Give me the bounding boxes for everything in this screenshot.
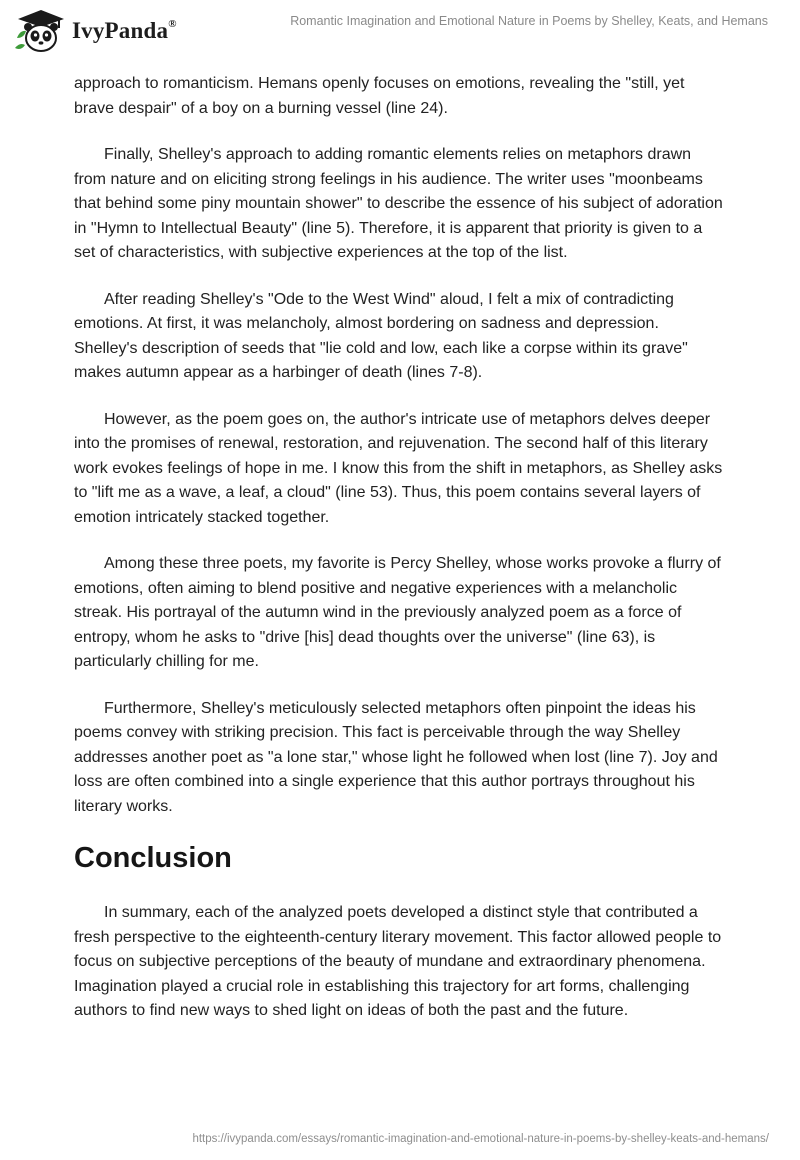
page-header <box>0 0 800 60</box>
paragraph: Finally, Shelley's approach to adding romantic elements relies on metaphors drawn from nature and on eliciting strong feelings in his audience. The writer uses "moonbeams that behind some piny mountain shower" to describe the essence of his subject of adoration in "Hymn to Intellectual Beauty" (line 5). Therefore, it is apparent that priority is given to a set of characteristics, with subjective experiences at the top of the list. <box>74 146 723 261</box>
logo-wordmark: IvyPanda® <box>72 18 177 43</box>
paragraph: After reading Shelley's "Ode to the West Wind" aloud, I felt a mix of contradicting emotions. At first, it was melancholy, almost bordering on sadness and depression. Shelley's description of seeds that "lie cold and low, each like a corpse within its grave" makes autumn appear as a harbinger of death (lines 7-8). <box>74 290 688 381</box>
document-title: Romantic Imagination and Emotional Nature in Poems by Shelley, Keats, and Hemans <box>290 14 768 28</box>
footer-url[interactable]: https://ivypanda.com/essays/romantic-imagination-and-emotional-nature-in-poems-by-shelley-keats-and-hemans/ <box>192 1133 769 1145</box>
paragraph: In summary, each of the analyzed poets developed a distinct style that contributed a fresh perspective to the eighteenth-century literary movement. This factor allowed people to focus on subjective perceptions of the beauty of mundane and extraordinary phenomena. Imagination played a crucial role in establishing this trajectory for art forms, challenging authors to find new ways to shed light on ideas of both the past and the future. <box>74 904 722 1019</box>
essay-body <box>74 72 726 1046</box>
paragraph: Among these three poets, my favorite is Percy Shelley, whose works provoke a flurry of emotions, often aiming to blend positive and negative experiences with a melancholic streak. His portrayal of the autumn wind in the previously analyzed poem as a force of entropy, whom he asks to "drive [his] dead thoughts over the universe" (line 63), is particularly chilling for me. <box>74 555 721 670</box>
panda-icon <box>14 8 68 54</box>
section-heading: Conclusion <box>74 842 232 874</box>
paragraph: approach to romanticism. Hemans openly focuses on emotions, revealing the "still, yet brave despair" of a boy on a burning vessel (line 24). <box>74 75 685 117</box>
paragraph: Furthermore, Shelley's meticulously selected metaphors often pinpoint the ideas his poems convey with striking precision. This fact is perceivable through the way Shelley addresses another poet as "a lone star," whose light he followed when lost (line 7). Joy and loss are often combined into a single experience that this author portrays throughout his literary works. <box>74 699 718 815</box>
paragraph: However, as the poem goes on, the author's intricate use of metaphors delves deeper into the promises of renewal, restoration, and rejuvenation. The second half of this literary work evokes feelings of hope in me. I know this from the shift in metaphors, as Shelley asks to "lift me as a wave, a leaf, a cloud" (line 53). Thus, this poem contains several layers of emotion intricately stacked together. <box>74 410 723 526</box>
ivypanda-logo[interactable] <box>14 8 214 54</box>
